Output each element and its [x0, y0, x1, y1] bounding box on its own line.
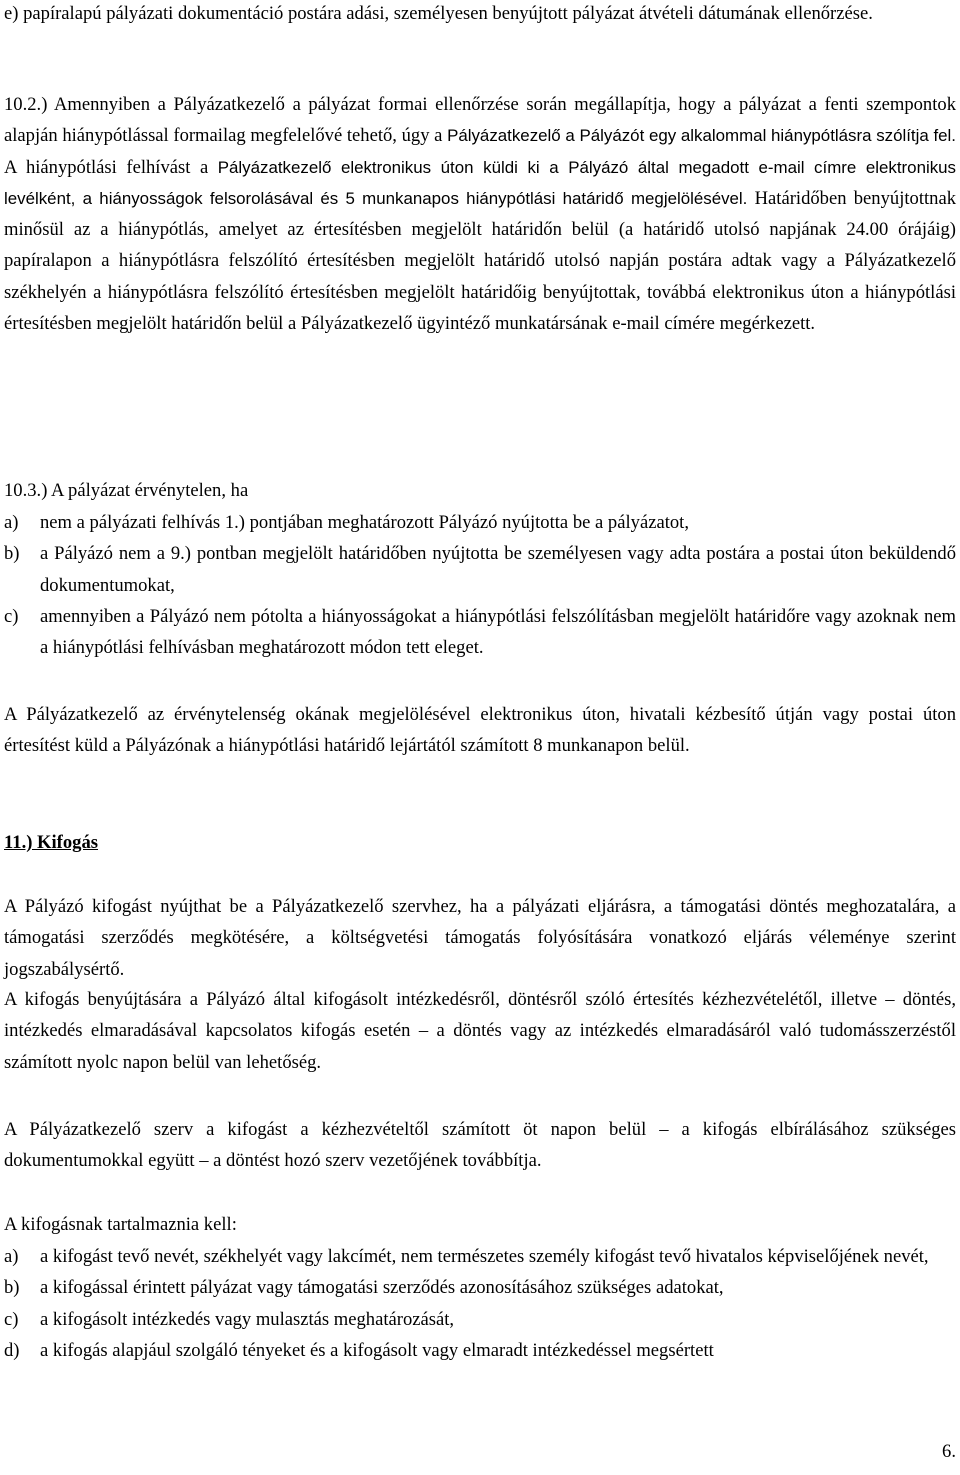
section-11-contents-title: A kifogásnak tartalmaznia kell:	[4, 1214, 237, 1235]
section-11-paragraph-2: A kifogás benyújtására a Pályázó által kifogásolt intézkedésről, döntésről szóló értesítés kézhezvételétől, illetve – döntés, intézkedés elmaradásával kapcsolatos kifogás esetén – a döntés vagy az intézkedés elmaradásáról való tudomásszerzéstől számított nyolc napon belül van lehetőség.	[4, 989, 956, 1073]
list-marker: a)	[4, 1246, 19, 1267]
section-10-2-part-c: A hiánypótlási felhívást a	[4, 156, 209, 178]
section-10-2	[4, 89, 956, 339]
paragraph-item-e: e) papíralapú pályázati dokumentáció postára adási, személyesen benyújtott pályázat átvételi dátumának ellenőrzése.	[4, 3, 873, 24]
list-item-text: a kifogással érintett pályázat vagy támogatási szerződés azonosításához szükséges adatokat,	[40, 1277, 724, 1299]
section-10-2-part-e: Határidőben benyújtottnak minősül az a hiánypótlás, amelyet az értesítésben megjelölt határidőn belül (a határidő utolsó napjának 24.	[4, 187, 956, 241]
list-marker: c)	[4, 605, 19, 627]
list-item	[4, 1272, 956, 1303]
list-item-text: nem a pályázati felhívás 1.) pontjában meghatározott Pályázó nyújtotta be a pályázatot,	[40, 512, 689, 533]
list-item	[4, 507, 956, 538]
section-10-2-part-b: Pályázatkezelő a Pályázót egy alkalommal hiánypótlásra szólítja fel.	[447, 126, 957, 146]
list-marker: d)	[4, 1339, 20, 1361]
list-item	[4, 601, 956, 664]
list-item	[4, 1241, 956, 1272]
list-item	[4, 1335, 956, 1366]
section-10-3-list	[4, 507, 956, 663]
list-item	[4, 538, 956, 601]
section-10-3-title: 10.3.) A pályázat érvénytelen, ha	[4, 480, 249, 501]
list-item-text: a kifogásolt intézkedés vagy mulasztás meghatározását,	[40, 1308, 455, 1330]
list-item-text: a kifogást tevő nevét, székhelyét vagy lakcímét, nem természetes személy kifogást tevő hivatalos képviselőjének nevét,	[40, 1246, 929, 1267]
list-marker: a)	[4, 512, 19, 533]
page-number: 6.	[942, 1441, 956, 1462]
section-11-paragraph-3: A Pályázatkezelő szerv a kifogást a kézhezvételtől számított öt napon belül – a kifogás elbírálásához szükséges dokumentumokkal együtt – a döntést hozó szerv vezetőjének továbbítja.	[4, 1119, 956, 1172]
section-11-list	[4, 1241, 956, 1366]
list-item-text: a kifogás alapjául szolgáló tényeket és a kifogásolt vagy elmaradt intézkedéssel megsértett	[40, 1339, 714, 1361]
list-marker: c)	[4, 1308, 19, 1330]
section-10-2-part-d: Pályázatkezelő elektronikus úton küldi ki a Pályázó által megadott e-mail címre elektronikus levélként, a hiányosságok felsorolásával és 5 munkanapos hiánypótlási határidő megjelölésével.	[4, 157, 956, 208]
section-10-2-part-f: 00 órájáig) papíralapon a hiánypótlásra felszólító értesítésben megjelölt határidő utolsó napján postára adtak vagy a Pályázatkezelő székhelyén a hiánypótlásra felszólító értesítésben megjelölt határidőig benyújtottak, továbbá elektronikus úton a hiánypótlási értesítésben megjelölt határidőn belül a Pályázatkezelő ügyintéző munkatársának e-mail címére megérkezett.	[4, 219, 956, 335]
section-10-3-notice: A Pályázatkezelő az érvénytelenség okának megjelölésével elektronikus úton, hivatali kézbesítő útján vagy postai úton értesítést küld a Pályázónak a hiánypótlási határidő lejártától számított 8 munkanapon belül.	[4, 704, 956, 757]
section-11-paragraph-1: A Pályázó kifogást nyújthat be a Pályázatkezelő szervhez, ha a pályázati eljárásra, a támogatási döntés meghozatalára, a támogatási szerződés megkötésére, a költségvetési támogatás folyósítására vonatkozó eljárás véleménye szerint jogszabálysértő.	[4, 896, 956, 980]
list-item	[4, 1304, 956, 1335]
list-marker: b)	[4, 1277, 20, 1299]
list-item-text: a Pályázó nem a 9.) pontban megjelölt határidőben nyújtotta be személyesen vagy adta postára a postai úton beküldendő dokumentumokat,	[40, 543, 956, 596]
section-10-2-part-a: 10.2.) Amennyiben a Pályázatkezelő a pályázat formai ellenőrzése során megállapítja, hogy a pályázat a fenti szempontok alapján hiánypótlással formailag megfelelővé tehető, úgy a	[4, 94, 956, 147]
section-11-heading: 11.) Kifogás	[4, 832, 99, 853]
list-marker: b)	[4, 543, 20, 565]
list-item-text: amennyiben a Pályázó nem pótolta a hiányosságokat a hiánypótlási felszólításban megjelölt határidőre vagy azoknak nem a hiánypótlási felhívásban meghatározott módon tett eleget.	[40, 605, 956, 659]
